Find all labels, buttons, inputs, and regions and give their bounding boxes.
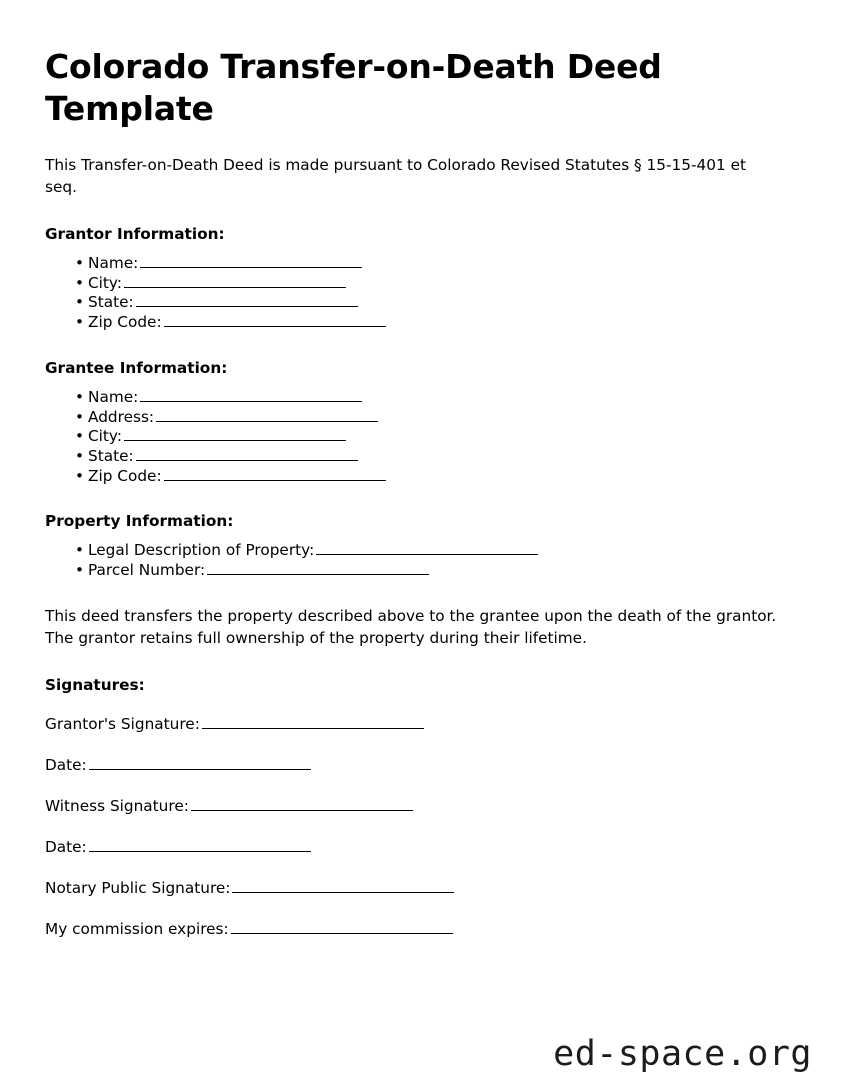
signature-label: My commission expires: (45, 919, 229, 938)
field-blank-line[interactable] (140, 254, 362, 268)
list-item (45, 427, 782, 447)
field-blank-line[interactable] (140, 388, 362, 402)
transfer-paragraph: This deed transfers the property described above to the grantee upon the death of the grantor. The grantor retains full ownership of the property during their lifetime. (45, 606, 777, 647)
signature-blank-line[interactable] (89, 838, 311, 852)
signature-row-witness (45, 797, 782, 817)
field-label: Address: (88, 407, 155, 426)
field-label: Legal Description of Property: (88, 541, 315, 560)
signature-row-grantor (45, 715, 782, 735)
signature-label: Notary Public Signature: (45, 878, 231, 897)
signature-blank-line[interactable] (231, 920, 453, 934)
field-blank-line[interactable] (136, 447, 358, 461)
field-blank-line[interactable] (124, 274, 346, 288)
field-blank-line[interactable] (207, 562, 429, 576)
list-item (45, 274, 782, 294)
list-item (45, 447, 782, 467)
field-label: Parcel Number: (88, 561, 206, 580)
field-label: City: (88, 427, 123, 446)
field-label: State: (88, 446, 134, 465)
grantee-section-heading: Grantee Information: (45, 358, 228, 377)
list-item (45, 313, 782, 333)
field-label: State: (88, 293, 134, 312)
field-blank-line[interactable] (156, 408, 378, 422)
field-label: Name: (88, 253, 139, 272)
signature-blank-line[interactable] (232, 879, 454, 893)
list-item (45, 254, 782, 274)
page-title: Colorado Transfer-on-Death Deed Template (45, 47, 662, 129)
grantor-section-heading: Grantor Information: (45, 224, 225, 243)
list-item (45, 467, 782, 487)
grantor-field-list (45, 254, 782, 333)
field-label: Zip Code: (88, 466, 162, 485)
document-content (45, 46, 782, 940)
field-label: Zip Code: (88, 313, 162, 332)
grantee-field-list (45, 388, 782, 487)
property-section-heading: Property Information: (45, 512, 234, 531)
signatures-section-heading: Signatures: (45, 676, 145, 695)
list-item (45, 561, 782, 581)
signature-blank-line[interactable] (191, 797, 413, 811)
field-label: Name: (88, 387, 139, 406)
intro-paragraph: This Transfer-on-Death Deed is made pursuant to Colorado Revised Statutes § 15-15-401 et seq. (45, 156, 746, 197)
signature-label: Witness Signature: (45, 797, 189, 815)
footer-watermark: ed-space.org (553, 1034, 812, 1074)
list-item (45, 541, 782, 561)
signature-row-commission-expires (45, 920, 782, 940)
signature-row-witness-date (45, 838, 782, 858)
signature-label: Date: (45, 837, 87, 856)
signature-label: Grantor's Signature: (45, 715, 200, 734)
signature-row-notary (45, 879, 782, 899)
field-blank-line[interactable] (164, 467, 386, 481)
field-blank-line[interactable] (124, 428, 346, 442)
signature-row-grantor-date (45, 756, 782, 776)
field-blank-line[interactable] (316, 542, 538, 556)
signature-label: Date: (45, 756, 87, 775)
list-item (45, 408, 782, 428)
signature-blank-line[interactable] (89, 757, 311, 771)
list-item (45, 293, 782, 313)
field-label: City: (88, 273, 123, 292)
property-field-list (45, 541, 782, 580)
field-blank-line[interactable] (164, 314, 386, 328)
signature-blank-line[interactable] (202, 716, 424, 730)
field-blank-line[interactable] (136, 294, 358, 308)
list-item (45, 388, 782, 408)
